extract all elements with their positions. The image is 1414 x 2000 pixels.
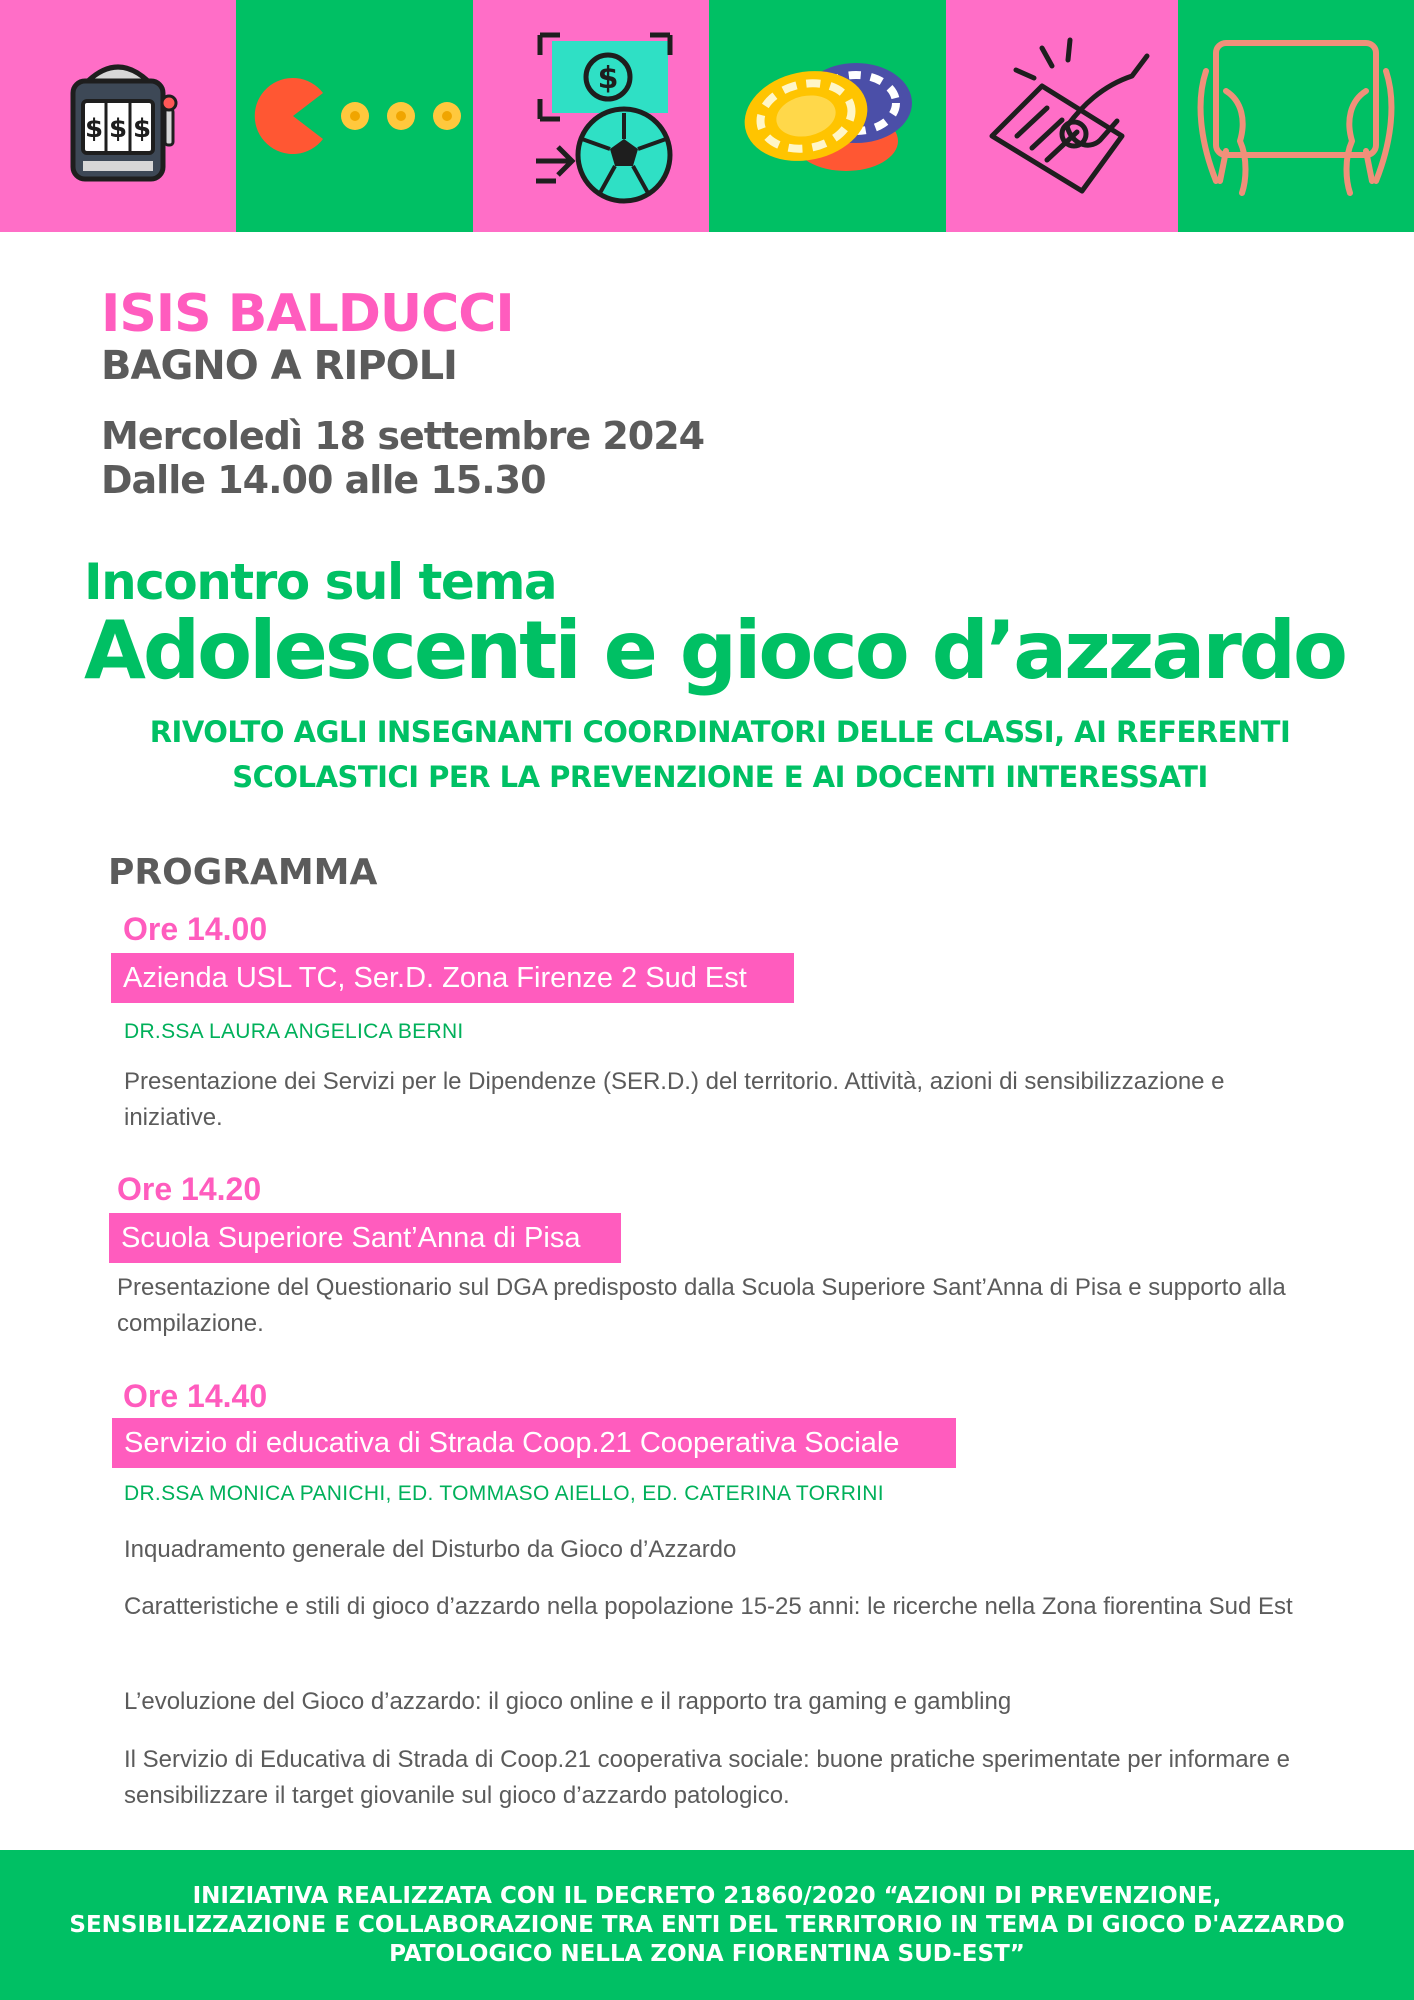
banner-tile — [946, 0, 1178, 232]
session-description: Il Servizio di Educativa di Strada di Coop.21 cooperativa sociale: buone pratiche sperimentate per informare e sensibilizzare il target giovanile sul gioco d’azzardo patologico. — [124, 1746, 1290, 1809]
session-time: Ore 14.40 — [123, 1378, 268, 1414]
session-speakers: DR.SSA MONICA PANICHI, ED. TOMMASO AIELLO, ED. CATERINA TORRINI — [124, 1482, 884, 1505]
session-description: Inquadramento generale del Disturbo da Gioco d’Azzardo — [124, 1536, 737, 1563]
session-description: Caratteristiche e stili di gioco d’azzardo nella popolazione 15-25 anni: le ricerche nella Zona fiorentina Sud Est — [124, 1593, 1293, 1620]
session-time: Ore 14.00 — [123, 911, 268, 947]
program-heading: PROGRAMMA — [108, 852, 378, 893]
footer-text: INIZIATIVA REALIZZATA CON IL DECRETO 21860/2020 “AZIONI DI PREVENZIONE, SENSIBILIZZAZIONE E COLLABORAZIONE TRA ENTI DEL TERRITORIO IN TEMA DI GIOCO D'AZZARDO PATOLOGICO NELLA ZONA FIORENTINA SUD-EST” — [69, 1882, 1345, 1967]
session-organization: Servizio di educativa di Strada Coop.21 Cooperativa Sociale — [112, 1418, 956, 1468]
session-description: L’evoluzione del Gioco d’azzardo: il gioco online e il rapporto tra gaming e gambling — [124, 1688, 1012, 1715]
school-header — [101, 284, 514, 388]
session-time: Ore 14.20 — [117, 1171, 262, 1207]
svg-text:$: $ — [597, 61, 619, 96]
session-description: Presentazione dei Servizi per le Dipendenze (SER.D.) del territorio. Attività, azioni di sensibilizzazione e iniziative. — [124, 1068, 1225, 1131]
pacman-coins-icon — [245, 61, 465, 171]
event-date: Mercoledì 18 settembre 2024 — [101, 414, 705, 458]
main-title: Adolescenti e gioco d’azzardo — [84, 604, 1346, 697]
svg-text:$: $ — [108, 114, 128, 144]
session-description: Presentazione del Questionario sul DGA predisposto dalla Scuola Superiore Sant’Anna di Pisa e supporto alla compilazione. — [117, 1274, 1286, 1337]
casino-chips-icon — [728, 41, 928, 191]
event-datetime — [101, 414, 704, 502]
money-football-icon — [496, 21, 686, 211]
banner-tile — [709, 0, 946, 232]
session-speakers: DR.SSA LAURA ANGELICA BERNI — [124, 1020, 464, 1043]
title-intro: Incontro sul tema — [84, 553, 557, 611]
icon-banner — [0, 0, 1414, 232]
svg-text:$: $ — [132, 114, 152, 144]
session-organization: Azienda USL TC, Ser.D. Zona Firenze 2 Sud Est — [111, 953, 794, 1003]
slot-machine-icon — [43, 41, 193, 191]
audience-line: SCOLASTICI PER LA PREVENZIONE E AI DOCENTI INTERESSATI — [232, 760, 1208, 794]
event-time: Dalle 14.00 alle 15.30 — [101, 458, 546, 502]
banner-tile — [1178, 0, 1414, 232]
banner-tile — [0, 0, 236, 232]
audience — [60, 710, 1380, 800]
tablet-hands-icon — [1186, 31, 1406, 201]
school-name: ISIS BALDUCCI — [101, 284, 514, 344]
audience-line: RIVOLTO AGLI INSEGNANTI COORDINATORI DELLE CLASSI, AI REFERENTI — [149, 715, 1291, 749]
school-town: BAGNO A RIPOLI — [101, 343, 457, 389]
scratch-card-icon — [972, 26, 1152, 206]
banner-tile — [473, 0, 709, 232]
banner-tile — [236, 0, 473, 232]
svg-text:$: $ — [84, 114, 104, 144]
footer-band — [0, 1850, 1414, 2000]
session-organization: Scuola Superiore Sant’Anna di Pisa — [109, 1213, 621, 1263]
